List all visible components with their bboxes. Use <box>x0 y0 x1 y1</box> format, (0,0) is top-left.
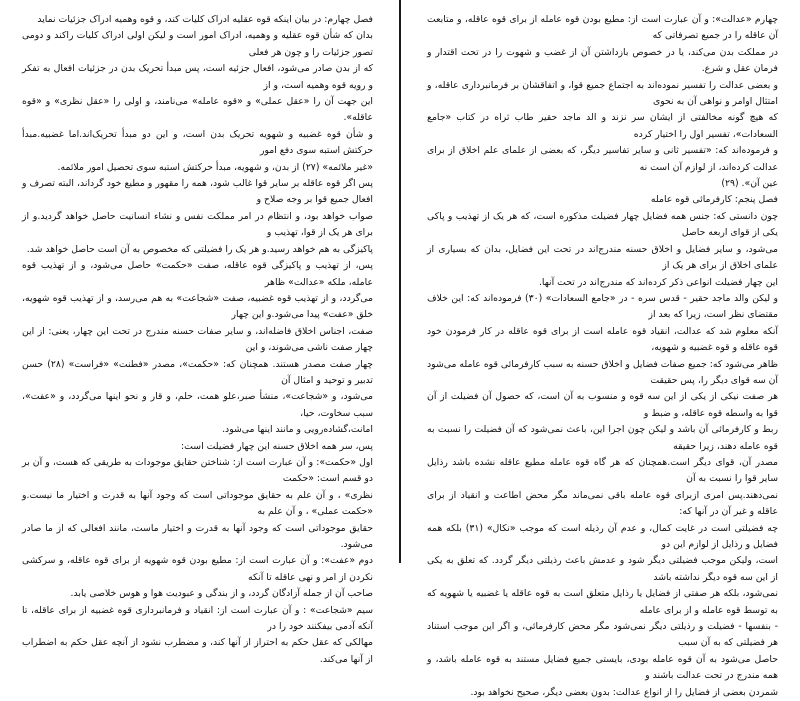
text-line: چهار صفت مصدر هستند. همچنان که: «حکمت»، مصدر «فطنت» «فراست» (۲۸) حسن تدبیر و توحید و امثال آن <box>22 358 373 386</box>
text-line: آنکه معلوم شد که عدالت، انقیاد قوه عامله است از برای قوه عاقله در کار فرمودن خود قوه عاقله و قوه غضبیه و شهویه، <box>427 325 778 354</box>
text-line: نمی‌دهند.پس امری ازبرای قوه عامله باقی نمی‌ماند مگر محض اطاعت و انقیاد از برای عاقله و غیر آن در آنها که: <box>427 489 778 518</box>
text-line: پس اگر قوه عاقله بر سایر قوا غالب شود، همه را مقهور و مطیع خود گرداند، البته تصرف و افعال جمیع قوا بر وجه صلاح و <box>22 178 373 206</box>
text-line: هر صفت نیکی از یکی از این سه قوه و منسوب به آن است، که حصول آن فضیلت از آن قوا به واسطه قوه عاقله، و ضبط و <box>427 391 778 419</box>
text-line: ظاهر می‌شود که: جمیع صفات فضایل و اخلاق حسنه به سبب کارفرمائی قوه عامله می‌شود آن سه قوای دیگر را، پس حقیقت <box>427 358 778 386</box>
text-line: - بنفسها - فضیلت و رذیلتی دیگر نمی‌شود مگر محض کارفرمائی، و اگر این موجب استناد هر فضیلتی که به آن سبب <box>427 621 778 649</box>
text-line: امانت،گشاده‌رویی و مانند اینها می‌شود. <box>222 424 373 436</box>
text-line: مصدر آن، قوای دیگر است.همچنان که هر گاه قوه عامله مطیع عاقله نشده باشد رذایل سایر قوا را نسبت به آن <box>427 456 778 485</box>
text-line: شمردن بعضی از فضایل را از انواع عدالت: بدون بعضی دیگر، صحیح نخواهد بود. <box>470 686 778 698</box>
text-line: است، ولیکن موجب فضیلتی دیگر شود و عدمش باعث رذیلتی دیگر گردد. که تعلق به یکی از این سه قوه دیگر نداشته باشد <box>427 555 778 583</box>
text-line: چه فضیلتی است در غایت کمال، و عدم آن رذیله است که موجب «نکال» (۳۱) بلکه همه فضایل و رذایل از لوازم این دو <box>427 522 778 550</box>
text-line: پاکیزگی به هم خواهد رسید.و هر یک را فضیلتی که مخصوص به آن است حاصل خواهد شد. <box>26 243 373 255</box>
text-line: عین آن». (۲۹) <box>721 178 778 190</box>
text-line: سیم «شجاعت» : و آن عبارت است از: انقیاد و فرمانبرداری قوه غضبیه از برای عاقله، تا آنکه آدمی بیفکنند خود را در <box>22 604 373 633</box>
right-page-text <box>427 12 778 701</box>
text-line: می‌گردد، و از تهذیب قوه غضبیه، صفت «شجاعت» به هم می‌رسد، و از تهذیب قوه شهویه، خلق «عفت» پیدا می‌شود.و این چهار <box>22 292 373 321</box>
text-line: صاحب آن از جمله آزادگان گردد، و از بندگی و عبودیت هوا و هوس خلاصی یابد. <box>70 588 373 600</box>
text-line: می‌شود، و سایر فضایل و اخلاق حسنه مندرج‌اند در تحت این فضایل، بدان که بسیاری از علمای اخلاق از برای هر یک از <box>427 243 778 272</box>
text-line: که از بدن صادر می‌شود، افعال جزئیه است، پس مبدأ تحریک بدن در جزئیات افعال به تفکر و رویه قوه وهمیه است، و از <box>22 63 373 91</box>
right-page <box>401 0 800 698</box>
text-line: حاصل می‌شود به آن قوه عامله بودی، بایستی جمیع فضایل مستند به قوه عامله باشد، و همه مندرج در تحت عدالت باشند و <box>427 653 778 682</box>
text-line: چون دانستی که: جنس همه فضایل چهار فضیلت مذکوره است، که هر یک از تهذیب و پاکی یکی از قوای اربعه حاصل <box>427 210 778 239</box>
text-line: فصل پنجم: کارفرمائی قوه عامله <box>650 194 778 206</box>
text-line: پس، سر همه اخلاق حسنه این چهار فضیلت است: <box>181 440 373 452</box>
left-page <box>0 0 399 665</box>
text-line: و بعضی عدالت را تفسیر نموده‌اند به اجتماع جمیع قوا، و اتفاقشان بر فرمانبرداری عاقله، و امتثال اوامر و نواهی آن به نحوی <box>427 79 778 108</box>
text-line: نمی‌شود، بلکه هر صفتی از فضایل یا رذایل متعلق است به قوه عاقله یا غضبیه یا شهویه که به توسط قوه عامله و از برای عامله <box>427 588 778 616</box>
text-line: این جهت آن را «عقل عملی» و «قوه عامله» می‌نامند، و اولی را «عقل نظری» و «قوه عاقله». <box>22 96 373 124</box>
text-line: می‌شود، و «شجاعت»، منشأ صبر،علو همت، حلم، و قار و نحو اینها می‌گردد، و «عفت»، سبب سخاوت، حیا، <box>22 391 373 419</box>
text-line: «غیر ملائمه» (۲۷) از بدن، و شهویه، مبدأ حرکتش استبه سوی تحصیل امور ملائمه. <box>57 161 373 173</box>
text-line: پس، از تهذیب و پاکیزگی قوه عاقله، صفت «حکمت» حاصل می‌شود، و از تهذیب قوه عامله، ملکه «عدالت» ظاهر <box>22 260 373 288</box>
text-line: دوم «عفت»: و آن عبارت است از: مطیع بودن قوه شهویه از برای قوه عاقله، و سرکشی نکردن از امر و نهی عاقله تا آنکه <box>22 555 373 583</box>
text-line: صفت، اجناس اخلاق فاضله‌اند، و سایر صفات حسنه مندرج در تحت این چهار، یعنی: از این چهار صفت ناشی می‌شوند، و این <box>22 325 373 354</box>
text-line: ربط و کارفرمائی آن باشد و لیکن چون اجرا این، باعث نمی‌شود که آن فضیلت را نسبت به قوه عامله دهند، زیرا حقیقه <box>427 424 778 452</box>
text-line: حقایق موجوداتی است که وجود آنها به قدرت و اختیار ماست، مانند افعالی که از ما صادر می‌شود. <box>22 522 373 550</box>
text-line: که هیچ گونه مخالفتی از ایشان سر نزند و الد ماجد حقیر طاب ثراه در کتاب «جامع السعادات»، تفسیر اول را اختیار کرده <box>427 112 778 140</box>
text-line: در مملکت بدن می‌کند، یا در خصوص بازداشتن آن از غضب و شهوت را در تحت اقتدار و فرمان عقل و شرع. <box>427 46 778 75</box>
text-line: بدان که شأن قوه عقلیه و وهمیه، ادراک امور است و لیکن اولی ادراک کلیات راکند و دومی تصور جزئیات را و چون هر فعلی <box>22 30 373 58</box>
left-page-text <box>22 12 373 668</box>
text-line: نظری» ، و آن علم به حقایق موجوداتی است که وجود آنها به قدرت و اختیار ما نیست.و «حکمت عملی» ، و آن علم به <box>22 489 373 518</box>
text-line: فصل چهارم: در بیان اینکه قوه عقلیه ادراک کلیات کند، و قوه وهمیه ادراک جزئیات نماید <box>37 14 373 25</box>
text-line: مهالکی که عقل حکم به احتراز از آنها کند، و مضطرب نشود از آنچه عقل حکم به اضطراب از آنها می‌کند. <box>22 637 373 665</box>
text-line: صواب خواهد بود، و انتظام در امر مملکت نفس و نشاء انسانیت حاصل خواهد گردید.و از برای هر یک از قوا، تهذیب و <box>22 210 373 239</box>
text-line: و شأن قوه غضبیه و شهویه تحریک بدن است، و این دو مبدأ تحریک‌اند.اما غضبیه.مبدأ حرکتش استبه سوی دفع امور <box>22 128 373 157</box>
text-line: اول «حکمت»: و آن عبارت است از: شناختن حقایق موجودات به طریقی که هست، و آن بر دو قسم است: «حکمت <box>22 456 373 485</box>
text-line: این چهار فضیلت انواعی ذکر کرده‌اند که مندرج‌اند در تحت آنها. <box>538 276 778 288</box>
text-line: و لیکن والد ماجد حقیر - قدس سره - در «جامع السعادات» (۳۰) فرموده‌اند که: این خلاف مقتضای نظر است، زیرا که بعد از <box>427 292 778 321</box>
text-line: چهارم «عدالت»: و آن عبارت است از: مطیع بودن قوه عامله از برای قوه عاقله، و متابعت آن عاقله را در جمیع تصرفاتی که <box>427 14 778 42</box>
text-line: و فرموده‌اند که: «تفسیر ثانی و سایر تفاسیر دیگر، که بعضی از علمای علم اخلاق از برای عدالت کرده‌اند، از لوازم آن است نه <box>427 145 778 173</box>
